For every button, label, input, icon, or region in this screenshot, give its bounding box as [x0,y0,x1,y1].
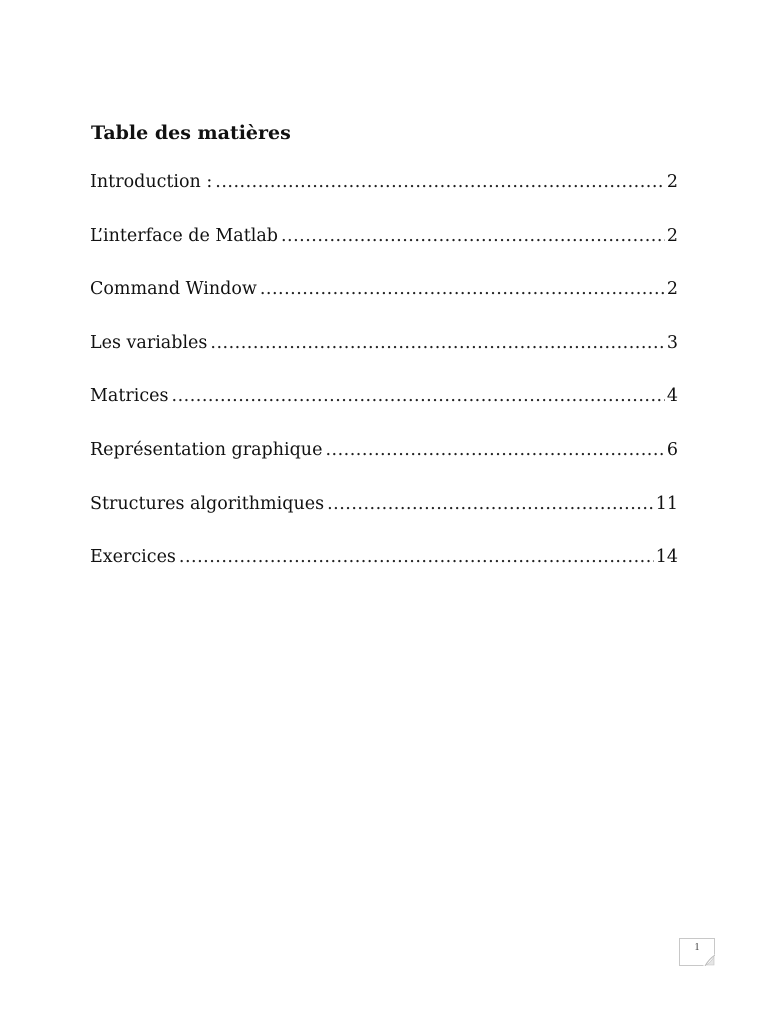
toc-entry-label: Représentation graphique [90,439,323,460]
toc-entry-interface-matlab[interactable] [90,224,678,278]
toc-entry-page: 3 [666,332,678,353]
toc-entry-representation-graphique[interactable] [90,438,678,492]
toc-entry-label: Exercices [90,547,176,568]
toc-dot-leader [327,492,654,516]
toc-dot-leader [325,438,664,462]
toc-entry-label: Matrices [90,386,169,407]
toc-entry-label: Les variables [90,332,208,353]
toc-title: Table des matières [91,122,291,144]
page-number: 1 [694,942,700,953]
toc-entry-label: Structures algorithmiques [90,493,325,514]
toc-dot-leader [281,224,665,248]
toc-dot-leader [179,545,654,569]
toc-entry-command-window[interactable] [90,277,678,331]
toc-entry-page: 2 [666,279,678,300]
toc-entry-exercices[interactable] [90,545,678,599]
toc-entry-introduction[interactable] [90,170,678,224]
toc-entry-page: 2 [666,225,678,246]
toc-entry-label: Introduction : [90,172,213,192]
page-curl-icon [703,954,715,966]
toc-entry-structures-algorithmiques[interactable] [90,492,678,546]
toc-dot-leader [215,170,665,194]
toc-entry-label: Command Window [90,279,257,300]
toc-entry-variables[interactable] [90,331,678,385]
toc-entry-page: 14 [655,547,678,568]
toc-entry-page: 4 [666,386,678,407]
toc-dot-leader [260,277,665,301]
toc-entry-page: 6 [666,439,678,460]
page-number-badge [679,938,715,966]
toc-entry-page: 11 [655,493,678,514]
toc-entry-page: 2 [666,172,678,192]
toc-entry-matrices[interactable] [90,384,678,438]
toc-dot-leader [210,331,664,355]
toc-entry-label: L’interface de Matlab [90,225,278,246]
toc-dot-leader [172,384,665,408]
table-of-contents [90,170,678,599]
